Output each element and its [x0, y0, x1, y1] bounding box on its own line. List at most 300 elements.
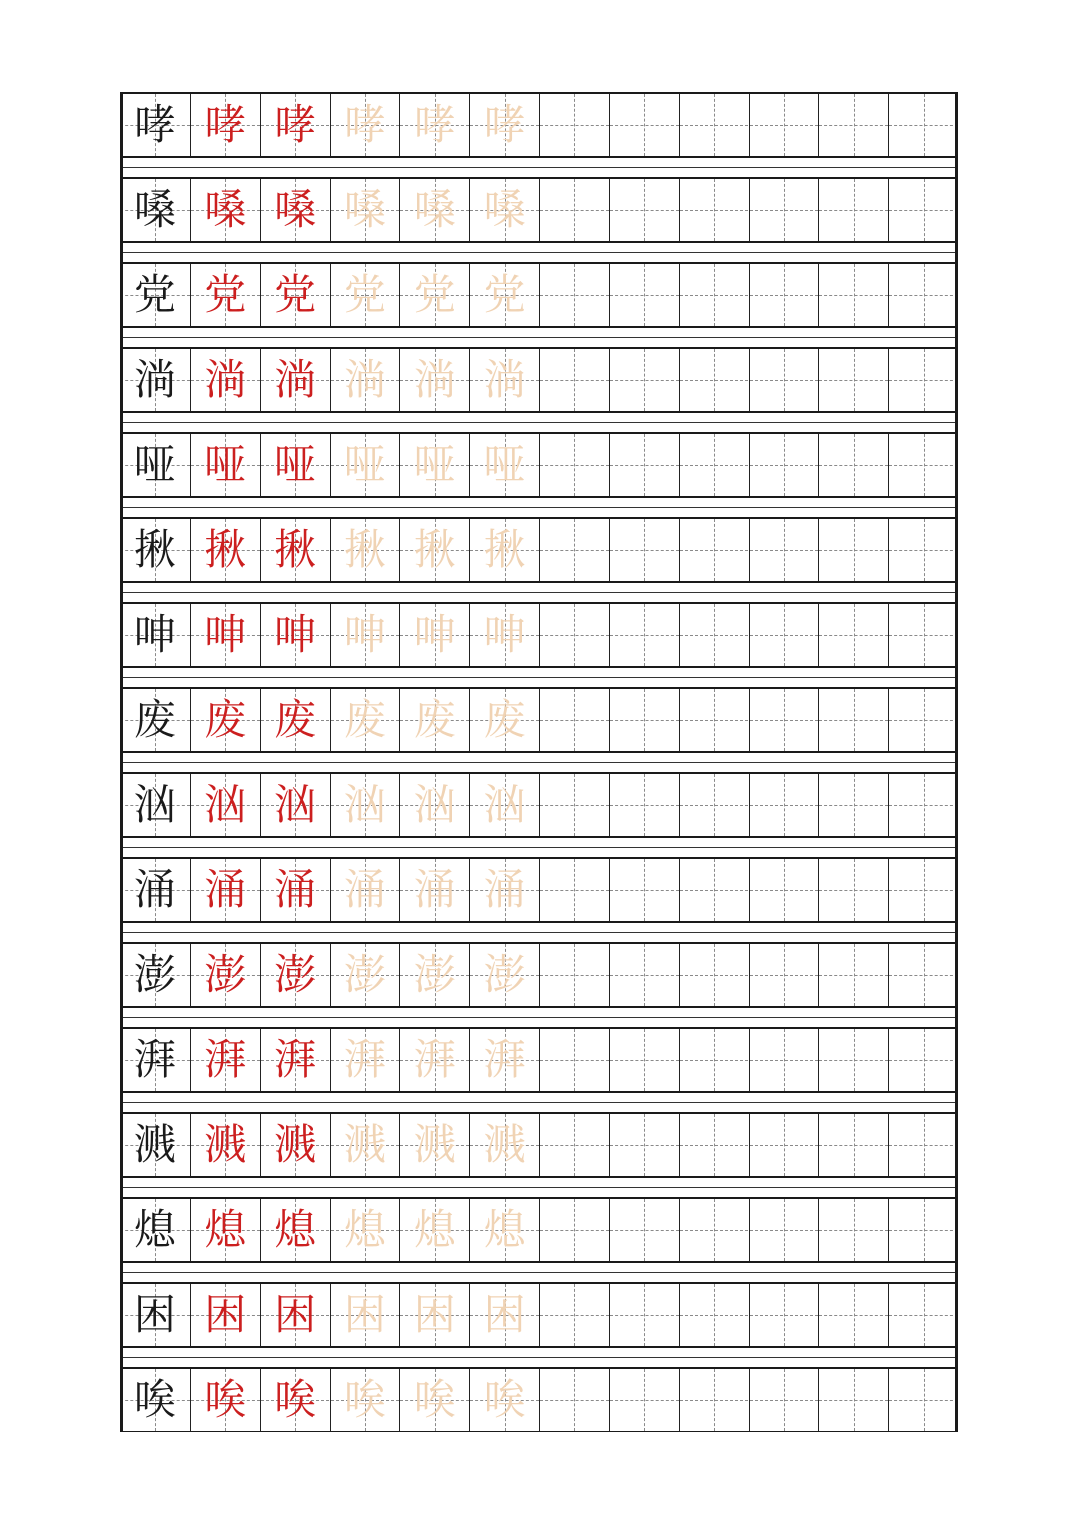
row-spacer [120, 413, 958, 432]
writing-cell[interactable] [539, 179, 609, 241]
guide-vertical [714, 1114, 715, 1176]
trace-strong-cell [190, 94, 260, 156]
trace-character-faint: 废 [483, 695, 526, 744]
guide-vertical [924, 1114, 925, 1176]
writing-cell[interactable] [749, 1114, 819, 1176]
model-character: 唉 [133, 1375, 176, 1424]
practice-row [120, 942, 958, 1008]
trace-faint-cell [399, 179, 469, 241]
guide-vertical [644, 689, 645, 751]
writing-cell[interactable] [679, 1369, 749, 1431]
writing-cell[interactable] [749, 689, 819, 751]
row-spacer [120, 1178, 958, 1197]
writing-cell[interactable] [679, 349, 749, 411]
trace-character-faint: 澎 [483, 950, 526, 999]
guide-vertical [574, 349, 575, 411]
guide-vertical [784, 1114, 785, 1176]
trace-character-faint: 湃 [483, 1035, 526, 1084]
row-spacer [120, 923, 958, 942]
trace-faint-cell [330, 604, 400, 666]
trace-strong-cell [260, 859, 330, 921]
model-cell [120, 519, 190, 581]
writing-cell[interactable] [539, 1284, 609, 1346]
trace-character-faint: 困 [483, 1290, 526, 1339]
writing-cell[interactable] [818, 689, 888, 751]
guide-vertical [784, 94, 785, 156]
guide-vertical [574, 434, 575, 496]
writing-cell[interactable] [539, 689, 609, 751]
trace-strong-cell [190, 519, 260, 581]
writing-cell[interactable] [539, 604, 609, 666]
guide-vertical [574, 1029, 575, 1091]
writing-cell[interactable] [679, 519, 749, 581]
guide-vertical [574, 1199, 575, 1261]
practice-row [120, 1112, 958, 1178]
writing-cell[interactable] [888, 94, 958, 156]
row-spacer [120, 1263, 958, 1282]
trace-character-faint: 揪 [343, 525, 386, 574]
row-spacer [120, 158, 958, 177]
trace-faint-cell [330, 349, 400, 411]
trace-faint-cell [399, 1284, 469, 1346]
trace-character-faint: 呻 [343, 610, 386, 659]
writing-cell[interactable] [749, 1199, 819, 1261]
writing-cell[interactable] [539, 1114, 609, 1176]
guide-vertical [854, 604, 855, 666]
trace-character-red: 涌 [204, 865, 247, 914]
model-cell [120, 859, 190, 921]
row-spacer [120, 243, 958, 262]
writing-cell[interactable] [888, 1029, 958, 1091]
guide-vertical [574, 1369, 575, 1431]
trace-character-red: 哑 [204, 440, 247, 489]
model-cell [120, 179, 190, 241]
guide-vertical [784, 774, 785, 836]
trace-character-faint: 澎 [343, 950, 386, 999]
spacer-line [120, 1102, 958, 1103]
trace-faint-cell [330, 179, 400, 241]
writing-cell[interactable] [888, 519, 958, 581]
trace-faint-cell [469, 1199, 539, 1261]
trace-faint-cell [469, 1114, 539, 1176]
practice-row [120, 1027, 958, 1093]
guide-vertical [854, 774, 855, 836]
trace-character-faint: 哑 [483, 440, 526, 489]
trace-character-faint: 呻 [483, 610, 526, 659]
trace-character-faint: 党 [343, 270, 386, 319]
guide-vertical [924, 1369, 925, 1431]
spacer-line [120, 1187, 958, 1188]
trace-character-red: 困 [204, 1290, 247, 1339]
writing-cell[interactable] [818, 944, 888, 1006]
writing-cell[interactable] [818, 179, 888, 241]
trace-faint-cell [469, 349, 539, 411]
practice-row [120, 177, 958, 243]
writing-cell[interactable] [679, 1284, 749, 1346]
guide-vertical [784, 1029, 785, 1091]
writing-cell[interactable] [888, 859, 958, 921]
writing-cell[interactable] [818, 1199, 888, 1261]
writing-cell[interactable] [888, 1369, 958, 1431]
model-cell [120, 689, 190, 751]
writing-cell[interactable] [679, 1029, 749, 1091]
writing-cell[interactable] [679, 1114, 749, 1176]
trace-character-red: 淌 [274, 355, 317, 404]
trace-strong-cell [190, 1029, 260, 1091]
guide-vertical [714, 1199, 715, 1261]
writing-cell[interactable] [609, 1199, 679, 1261]
guide-vertical [784, 689, 785, 751]
writing-cell[interactable] [749, 1284, 819, 1346]
writing-cell[interactable] [539, 94, 609, 156]
writing-cell[interactable] [749, 604, 819, 666]
trace-character-faint: 涌 [413, 865, 456, 914]
trace-strong-cell [190, 264, 260, 326]
guide-vertical [784, 519, 785, 581]
trace-character-red: 溅 [204, 1120, 247, 1169]
trace-faint-cell [330, 1369, 400, 1431]
guide-vertical [644, 604, 645, 666]
writing-cell[interactable] [749, 349, 819, 411]
handwriting-practice-sheet [120, 92, 958, 1432]
guide-vertical [854, 944, 855, 1006]
trace-faint-cell [330, 1284, 400, 1346]
writing-cell[interactable] [818, 604, 888, 666]
writing-cell[interactable] [539, 944, 609, 1006]
trace-strong-cell [190, 434, 260, 496]
trace-faint-cell [469, 774, 539, 836]
writing-cell[interactable] [539, 1029, 609, 1091]
trace-character-faint: 党 [413, 270, 456, 319]
model-character: 澎 [133, 950, 176, 999]
guide-vertical [924, 689, 925, 751]
writing-cell[interactable] [539, 519, 609, 581]
writing-cell[interactable] [818, 1114, 888, 1176]
trace-character-faint: 哮 [483, 100, 526, 149]
trace-character-red: 汹 [274, 780, 317, 829]
guide-vertical [854, 1029, 855, 1091]
trace-character-faint: 废 [343, 695, 386, 744]
row-spacer [120, 1348, 958, 1367]
trace-faint-cell [330, 689, 400, 751]
spacer-line [120, 677, 958, 678]
guide-vertical [574, 944, 575, 1006]
trace-faint-cell [330, 1114, 400, 1176]
guide-vertical [924, 1029, 925, 1091]
writing-cell[interactable] [888, 1114, 958, 1176]
writing-cell[interactable] [679, 434, 749, 496]
guide-vertical [924, 264, 925, 326]
writing-cell[interactable] [818, 1369, 888, 1431]
writing-cell[interactable] [888, 1199, 958, 1261]
writing-cell[interactable] [818, 434, 888, 496]
writing-cell[interactable] [749, 519, 819, 581]
writing-cell[interactable] [749, 434, 819, 496]
guide-vertical [644, 1369, 645, 1431]
writing-cell[interactable] [888, 264, 958, 326]
practice-row [120, 602, 958, 668]
trace-character-faint: 涌 [483, 865, 526, 914]
guide-vertical [714, 689, 715, 751]
model-cell [120, 1284, 190, 1346]
trace-faint-cell [330, 1029, 400, 1091]
writing-cell[interactable] [818, 519, 888, 581]
writing-cell[interactable] [609, 859, 679, 921]
guide-vertical [714, 264, 715, 326]
guide-vertical [784, 944, 785, 1006]
writing-cell[interactable] [609, 264, 679, 326]
trace-character-faint: 哮 [343, 100, 386, 149]
writing-cell[interactable] [609, 349, 679, 411]
guide-vertical [714, 1029, 715, 1091]
practice-row [120, 1367, 958, 1432]
trace-character-faint: 熄 [413, 1205, 456, 1254]
model-character: 溅 [133, 1120, 176, 1169]
guide-vertical [784, 1369, 785, 1431]
trace-strong-cell [260, 94, 330, 156]
trace-faint-cell [469, 264, 539, 326]
trace-character-red: 湃 [204, 1035, 247, 1084]
writing-cell[interactable] [539, 774, 609, 836]
practice-row [120, 857, 958, 923]
writing-cell[interactable] [888, 689, 958, 751]
writing-cell[interactable] [679, 774, 749, 836]
trace-faint-cell [330, 1199, 400, 1261]
spacer-line [120, 167, 958, 168]
guide-vertical [854, 1284, 855, 1346]
spacer-line [120, 1357, 958, 1358]
row-spacer [120, 838, 958, 857]
trace-character-faint: 困 [413, 1290, 456, 1339]
writing-cell[interactable] [609, 1369, 679, 1431]
trace-character-red: 哑 [274, 440, 317, 489]
trace-strong-cell [190, 774, 260, 836]
practice-row [120, 772, 958, 838]
practice-row [120, 432, 958, 498]
guide-vertical [854, 1199, 855, 1261]
trace-faint-cell [330, 859, 400, 921]
guide-vertical [644, 944, 645, 1006]
writing-cell[interactable] [679, 859, 749, 921]
model-character: 哮 [133, 100, 176, 149]
writing-cell[interactable] [539, 1369, 609, 1431]
writing-cell[interactable] [888, 604, 958, 666]
guide-vertical [854, 519, 855, 581]
trace-character-red: 废 [204, 695, 247, 744]
model-cell [120, 1369, 190, 1431]
trace-faint-cell [469, 519, 539, 581]
trace-strong-cell [190, 689, 260, 751]
trace-strong-cell [260, 1199, 330, 1261]
writing-cell[interactable] [818, 264, 888, 326]
writing-cell[interactable] [609, 519, 679, 581]
writing-cell[interactable] [888, 349, 958, 411]
trace-faint-cell [399, 689, 469, 751]
guide-vertical [924, 519, 925, 581]
guide-vertical [854, 349, 855, 411]
writing-cell[interactable] [888, 774, 958, 836]
row-spacer [120, 1093, 958, 1112]
trace-strong-cell [260, 434, 330, 496]
trace-character-faint: 熄 [343, 1205, 386, 1254]
writing-cell[interactable] [609, 604, 679, 666]
model-character: 废 [133, 695, 176, 744]
writing-cell[interactable] [679, 604, 749, 666]
guide-vertical [574, 264, 575, 326]
practice-row [120, 687, 958, 753]
guide-vertical [644, 859, 645, 921]
trace-faint-cell [330, 264, 400, 326]
trace-faint-cell [399, 434, 469, 496]
writing-cell[interactable] [679, 1199, 749, 1261]
guide-vertical [784, 859, 785, 921]
trace-character-red: 废 [274, 695, 317, 744]
trace-character-faint: 呻 [413, 610, 456, 659]
guide-vertical [574, 519, 575, 581]
row-spacer [120, 668, 958, 687]
trace-faint-cell [469, 1029, 539, 1091]
writing-cell[interactable] [539, 349, 609, 411]
guide-vertical [714, 179, 715, 241]
model-character: 嗓 [133, 185, 176, 234]
sheet-right-border [955, 92, 958, 1432]
writing-cell[interactable] [609, 179, 679, 241]
trace-strong-cell [260, 689, 330, 751]
writing-cell[interactable] [888, 944, 958, 1006]
guide-vertical [784, 434, 785, 496]
writing-cell[interactable] [888, 434, 958, 496]
spacer-line [120, 252, 958, 253]
writing-cell[interactable] [539, 1199, 609, 1261]
trace-character-faint: 淌 [413, 355, 456, 404]
writing-cell[interactable] [818, 349, 888, 411]
guide-vertical [924, 434, 925, 496]
writing-cell[interactable] [818, 94, 888, 156]
writing-cell[interactable] [539, 859, 609, 921]
writing-cell[interactable] [749, 179, 819, 241]
trace-character-faint: 废 [413, 695, 456, 744]
writing-cell[interactable] [679, 94, 749, 156]
guide-vertical [644, 774, 645, 836]
writing-cell[interactable] [749, 94, 819, 156]
trace-character-faint: 溅 [413, 1120, 456, 1169]
trace-strong-cell [260, 519, 330, 581]
trace-character-red: 溅 [274, 1120, 317, 1169]
writing-cell[interactable] [609, 689, 679, 751]
trace-strong-cell [190, 604, 260, 666]
trace-faint-cell [399, 1369, 469, 1431]
trace-strong-cell [190, 1369, 260, 1431]
guide-vertical [924, 604, 925, 666]
practice-row [120, 262, 958, 328]
trace-character-faint: 嗓 [483, 185, 526, 234]
guide-vertical [644, 179, 645, 241]
writing-cell[interactable] [818, 774, 888, 836]
writing-cell[interactable] [679, 179, 749, 241]
writing-cell[interactable] [888, 1284, 958, 1346]
trace-faint-cell [469, 94, 539, 156]
guide-vertical [714, 604, 715, 666]
model-cell [120, 434, 190, 496]
trace-character-red: 嗓 [274, 185, 317, 234]
writing-cell[interactable] [749, 859, 819, 921]
model-cell [120, 349, 190, 411]
guide-vertical [854, 264, 855, 326]
writing-cell[interactable] [818, 1284, 888, 1346]
writing-cell[interactable] [818, 1029, 888, 1091]
trace-character-faint: 哑 [413, 440, 456, 489]
writing-cell[interactable] [609, 944, 679, 1006]
writing-cell[interactable] [679, 689, 749, 751]
writing-cell[interactable] [749, 264, 819, 326]
trace-strong-cell [190, 859, 260, 921]
trace-character-faint: 揪 [413, 525, 456, 574]
writing-cell[interactable] [609, 1029, 679, 1091]
spacer-line [120, 422, 958, 423]
practice-row [120, 92, 958, 158]
trace-faint-cell [399, 859, 469, 921]
trace-character-faint: 涌 [343, 865, 386, 914]
guide-vertical [854, 94, 855, 156]
guide-vertical [574, 1284, 575, 1346]
spacer-line [120, 847, 958, 848]
trace-character-faint: 汹 [483, 780, 526, 829]
model-character: 揪 [133, 525, 176, 574]
trace-character-faint: 溅 [343, 1120, 386, 1169]
trace-strong-cell [190, 1199, 260, 1261]
model-character: 哑 [133, 440, 176, 489]
trace-character-red: 揪 [204, 525, 247, 574]
trace-character-faint: 淌 [483, 355, 526, 404]
writing-cell[interactable] [609, 94, 679, 156]
spacer-line [120, 762, 958, 763]
writing-cell[interactable] [818, 859, 888, 921]
model-cell [120, 774, 190, 836]
writing-cell[interactable] [539, 264, 609, 326]
writing-cell[interactable] [609, 434, 679, 496]
guide-vertical [854, 179, 855, 241]
writing-cell[interactable] [749, 944, 819, 1006]
trace-faint-cell [330, 774, 400, 836]
trace-strong-cell [190, 944, 260, 1006]
writing-cell[interactable] [679, 944, 749, 1006]
writing-cell[interactable] [749, 1369, 819, 1431]
writing-cell[interactable] [749, 774, 819, 836]
trace-strong-cell [260, 349, 330, 411]
model-character: 湃 [133, 1035, 176, 1084]
writing-cell[interactable] [679, 264, 749, 326]
writing-cell[interactable] [609, 774, 679, 836]
guide-vertical [574, 859, 575, 921]
trace-character-red: 汹 [204, 780, 247, 829]
guide-vertical [714, 519, 715, 581]
guide-vertical [924, 179, 925, 241]
guide-vertical [574, 604, 575, 666]
trace-strong-cell [190, 1284, 260, 1346]
writing-cell[interactable] [609, 1284, 679, 1346]
writing-cell[interactable] [888, 179, 958, 241]
writing-cell[interactable] [539, 434, 609, 496]
guide-vertical [644, 94, 645, 156]
writing-cell[interactable] [609, 1114, 679, 1176]
trace-character-faint: 湃 [343, 1035, 386, 1084]
trace-faint-cell [399, 1114, 469, 1176]
guide-vertical [644, 1284, 645, 1346]
guide-vertical [854, 859, 855, 921]
guide-vertical [924, 944, 925, 1006]
writing-cell[interactable] [749, 1029, 819, 1091]
model-character: 汹 [133, 780, 176, 829]
